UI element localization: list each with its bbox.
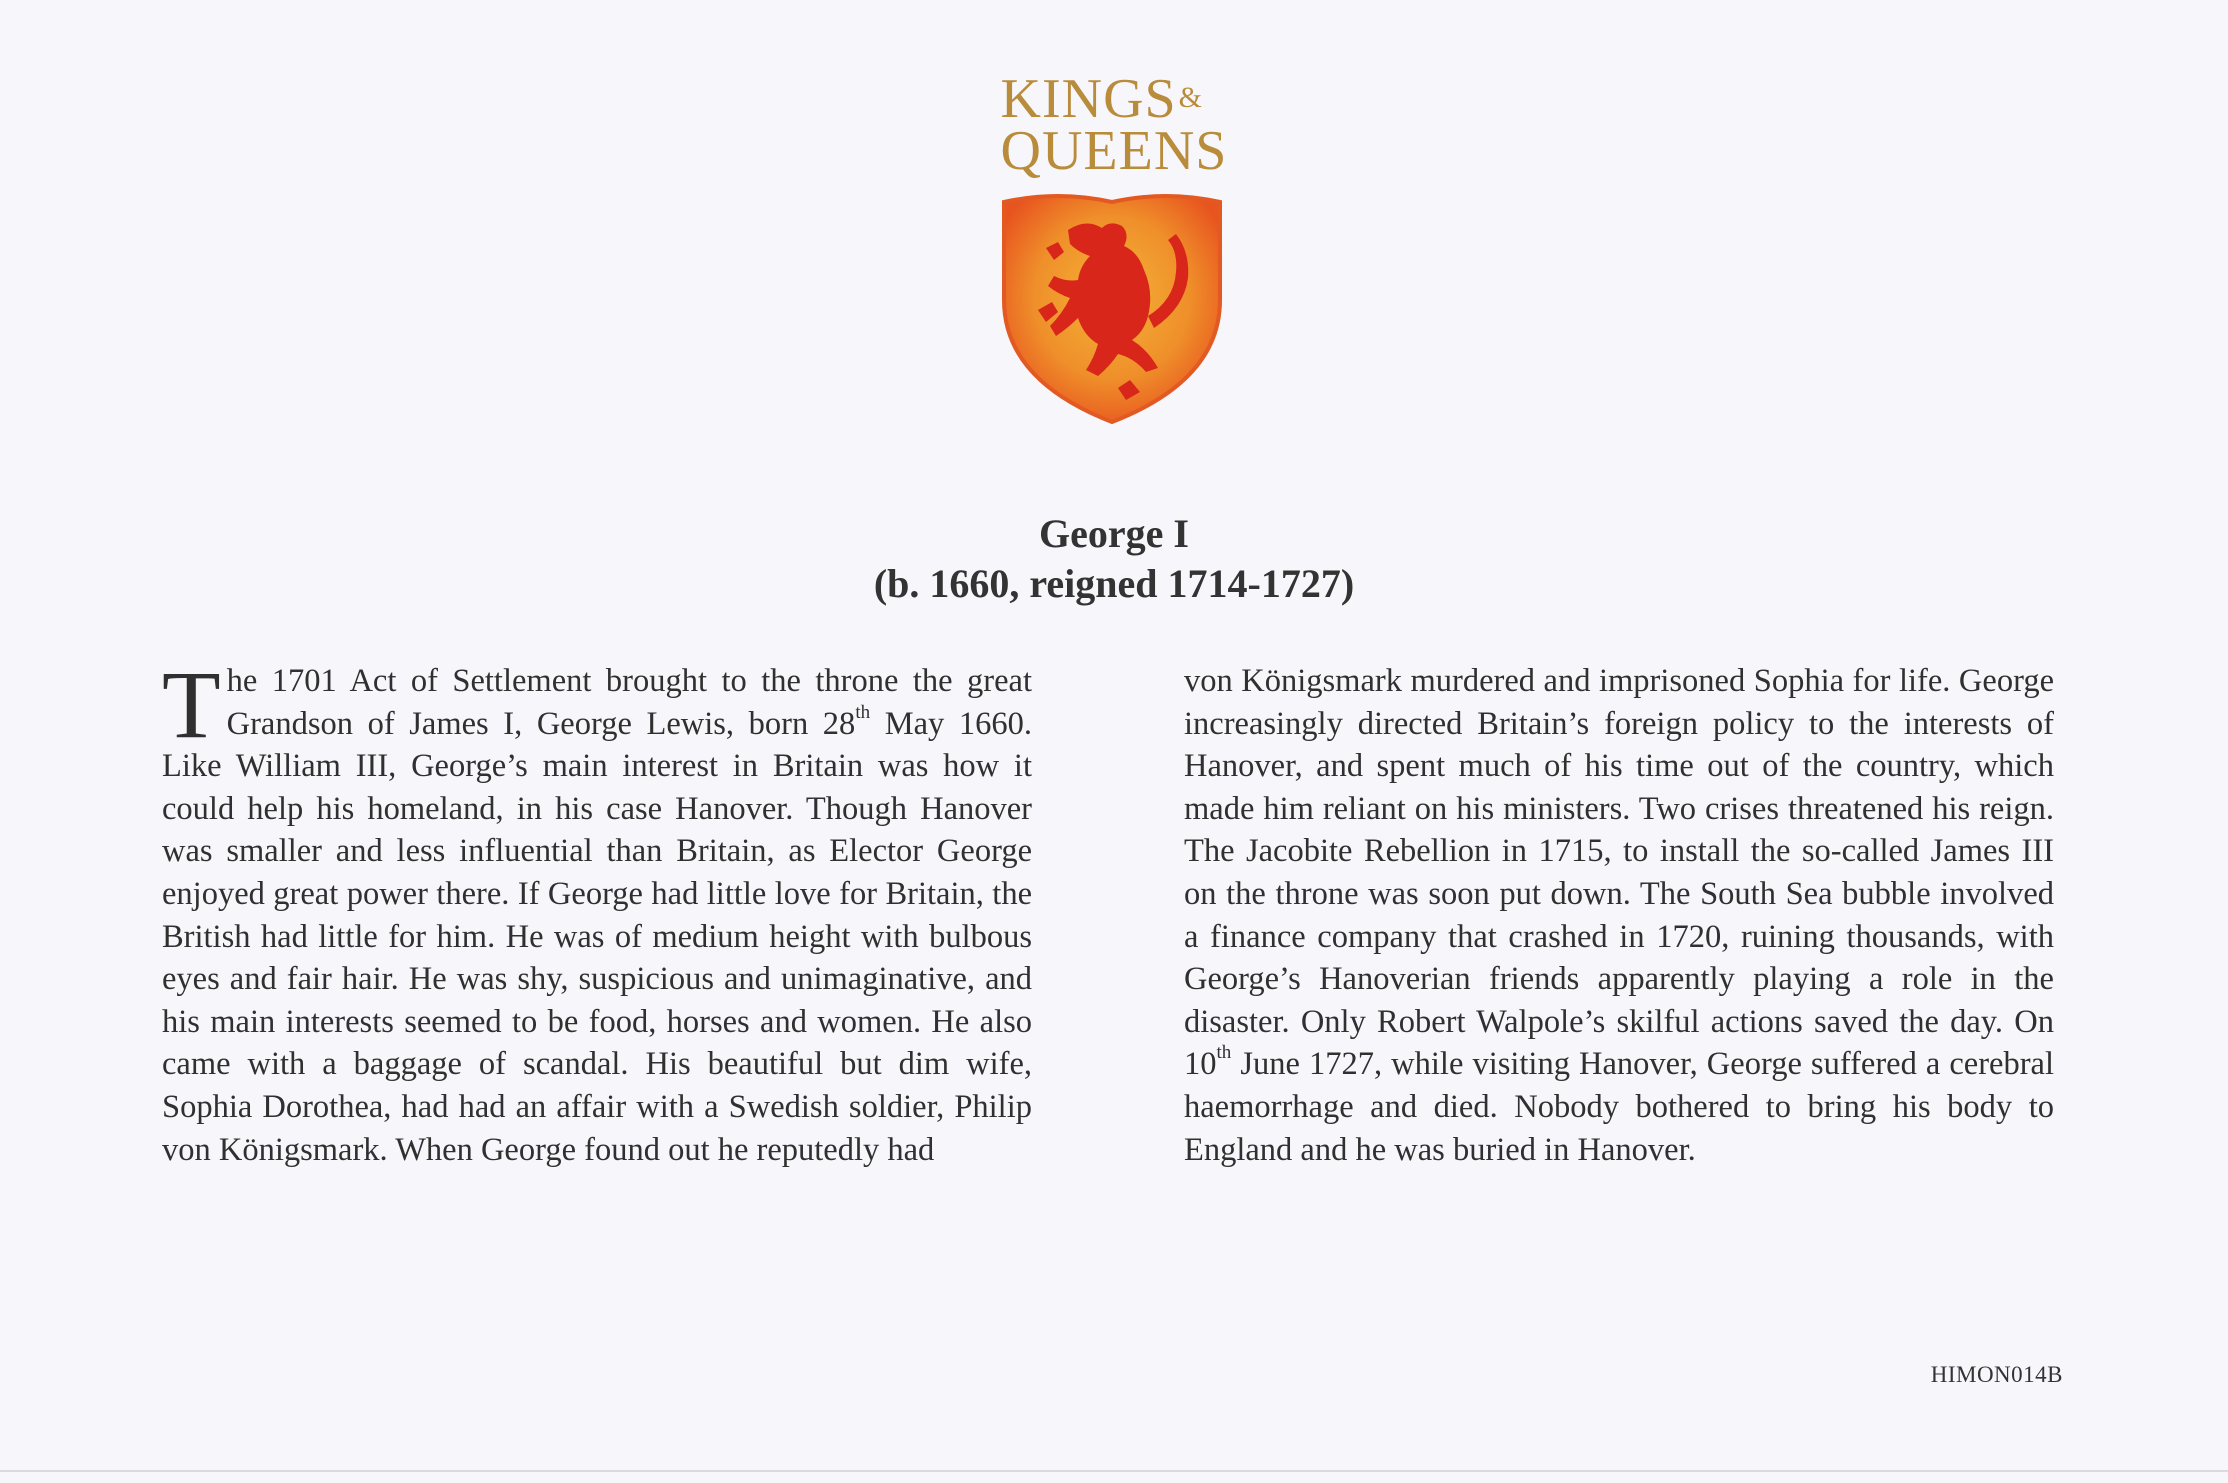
rampant-lion-shield-icon	[998, 190, 1226, 424]
paragraph-left: The 1701 Act of Settlement brought to the throne the great Grandson of James I, George Lewis, born 28th May 1660. Like William III, George’s main interest in Britain was how it could help his homeland, in his case Hanover. Though Hanover was smaller and less influential than Britain, as Elector George enjoyed great power there. If George had little love for Britain, the British had little for him. He was of medium height with bulbous eyes and fair hair. He was shy, suspicious and unimaginative, and his main interests seemed to be food, horses and women. He also came with a baggage of scandal. His beautiful but dim wife, Sophia Dorothea, had had an affair with a Swedish soldier, Philip von Königsmark. When George found out he reputedly had	[162, 651, 1032, 1168]
logo-ampersand: &	[1178, 81, 1204, 114]
logo-line-queens: QUEENS	[1000, 120, 1228, 182]
logo-line-kings: KINGS&	[1000, 68, 1204, 130]
text-column-right	[1184, 660, 2054, 1171]
kings-queens-logo	[0, 68, 2228, 182]
bottom-edge-line	[0, 1470, 2228, 1472]
logo-wordmark	[1000, 68, 1228, 182]
paragraph-right: von Königsmark murdered and imprisoned Sophia for life. George increasingly directed Britain’s foreign policy to the interests of Hanover, and spent much of his time out of the country, which made him reliant on his ministers. Two crises threatened his reign. The Jacobite Rebellion in 1715, to install the so-called James III on the throne was soon put down. The South Sea bubble involved a finance company that crashed in 1720, ruining thousands, with George’s Hanoverian friends apparently playing a role in the disaster. Only Robert Walpole’s skilful actions saved the day. On 10th June 1727, while visiting Hanover, George suffered a cerebral haemorrhage and died. Nobody bothered to bring his body to England and he was buried in Hanover.	[1184, 663, 2054, 1168]
product-code: HIMON014B	[1930, 1362, 2063, 1387]
ordinal-suffix: th	[1216, 1042, 1232, 1064]
reign-dates: (b. 1660, reigned 1714-1727)	[873, 561, 1355, 606]
drop-cap: T	[162, 651, 221, 758]
page-title: George I	[1039, 511, 1189, 556]
text-column-left	[162, 651, 1032, 1171]
ordinal-suffix: th	[855, 701, 871, 723]
